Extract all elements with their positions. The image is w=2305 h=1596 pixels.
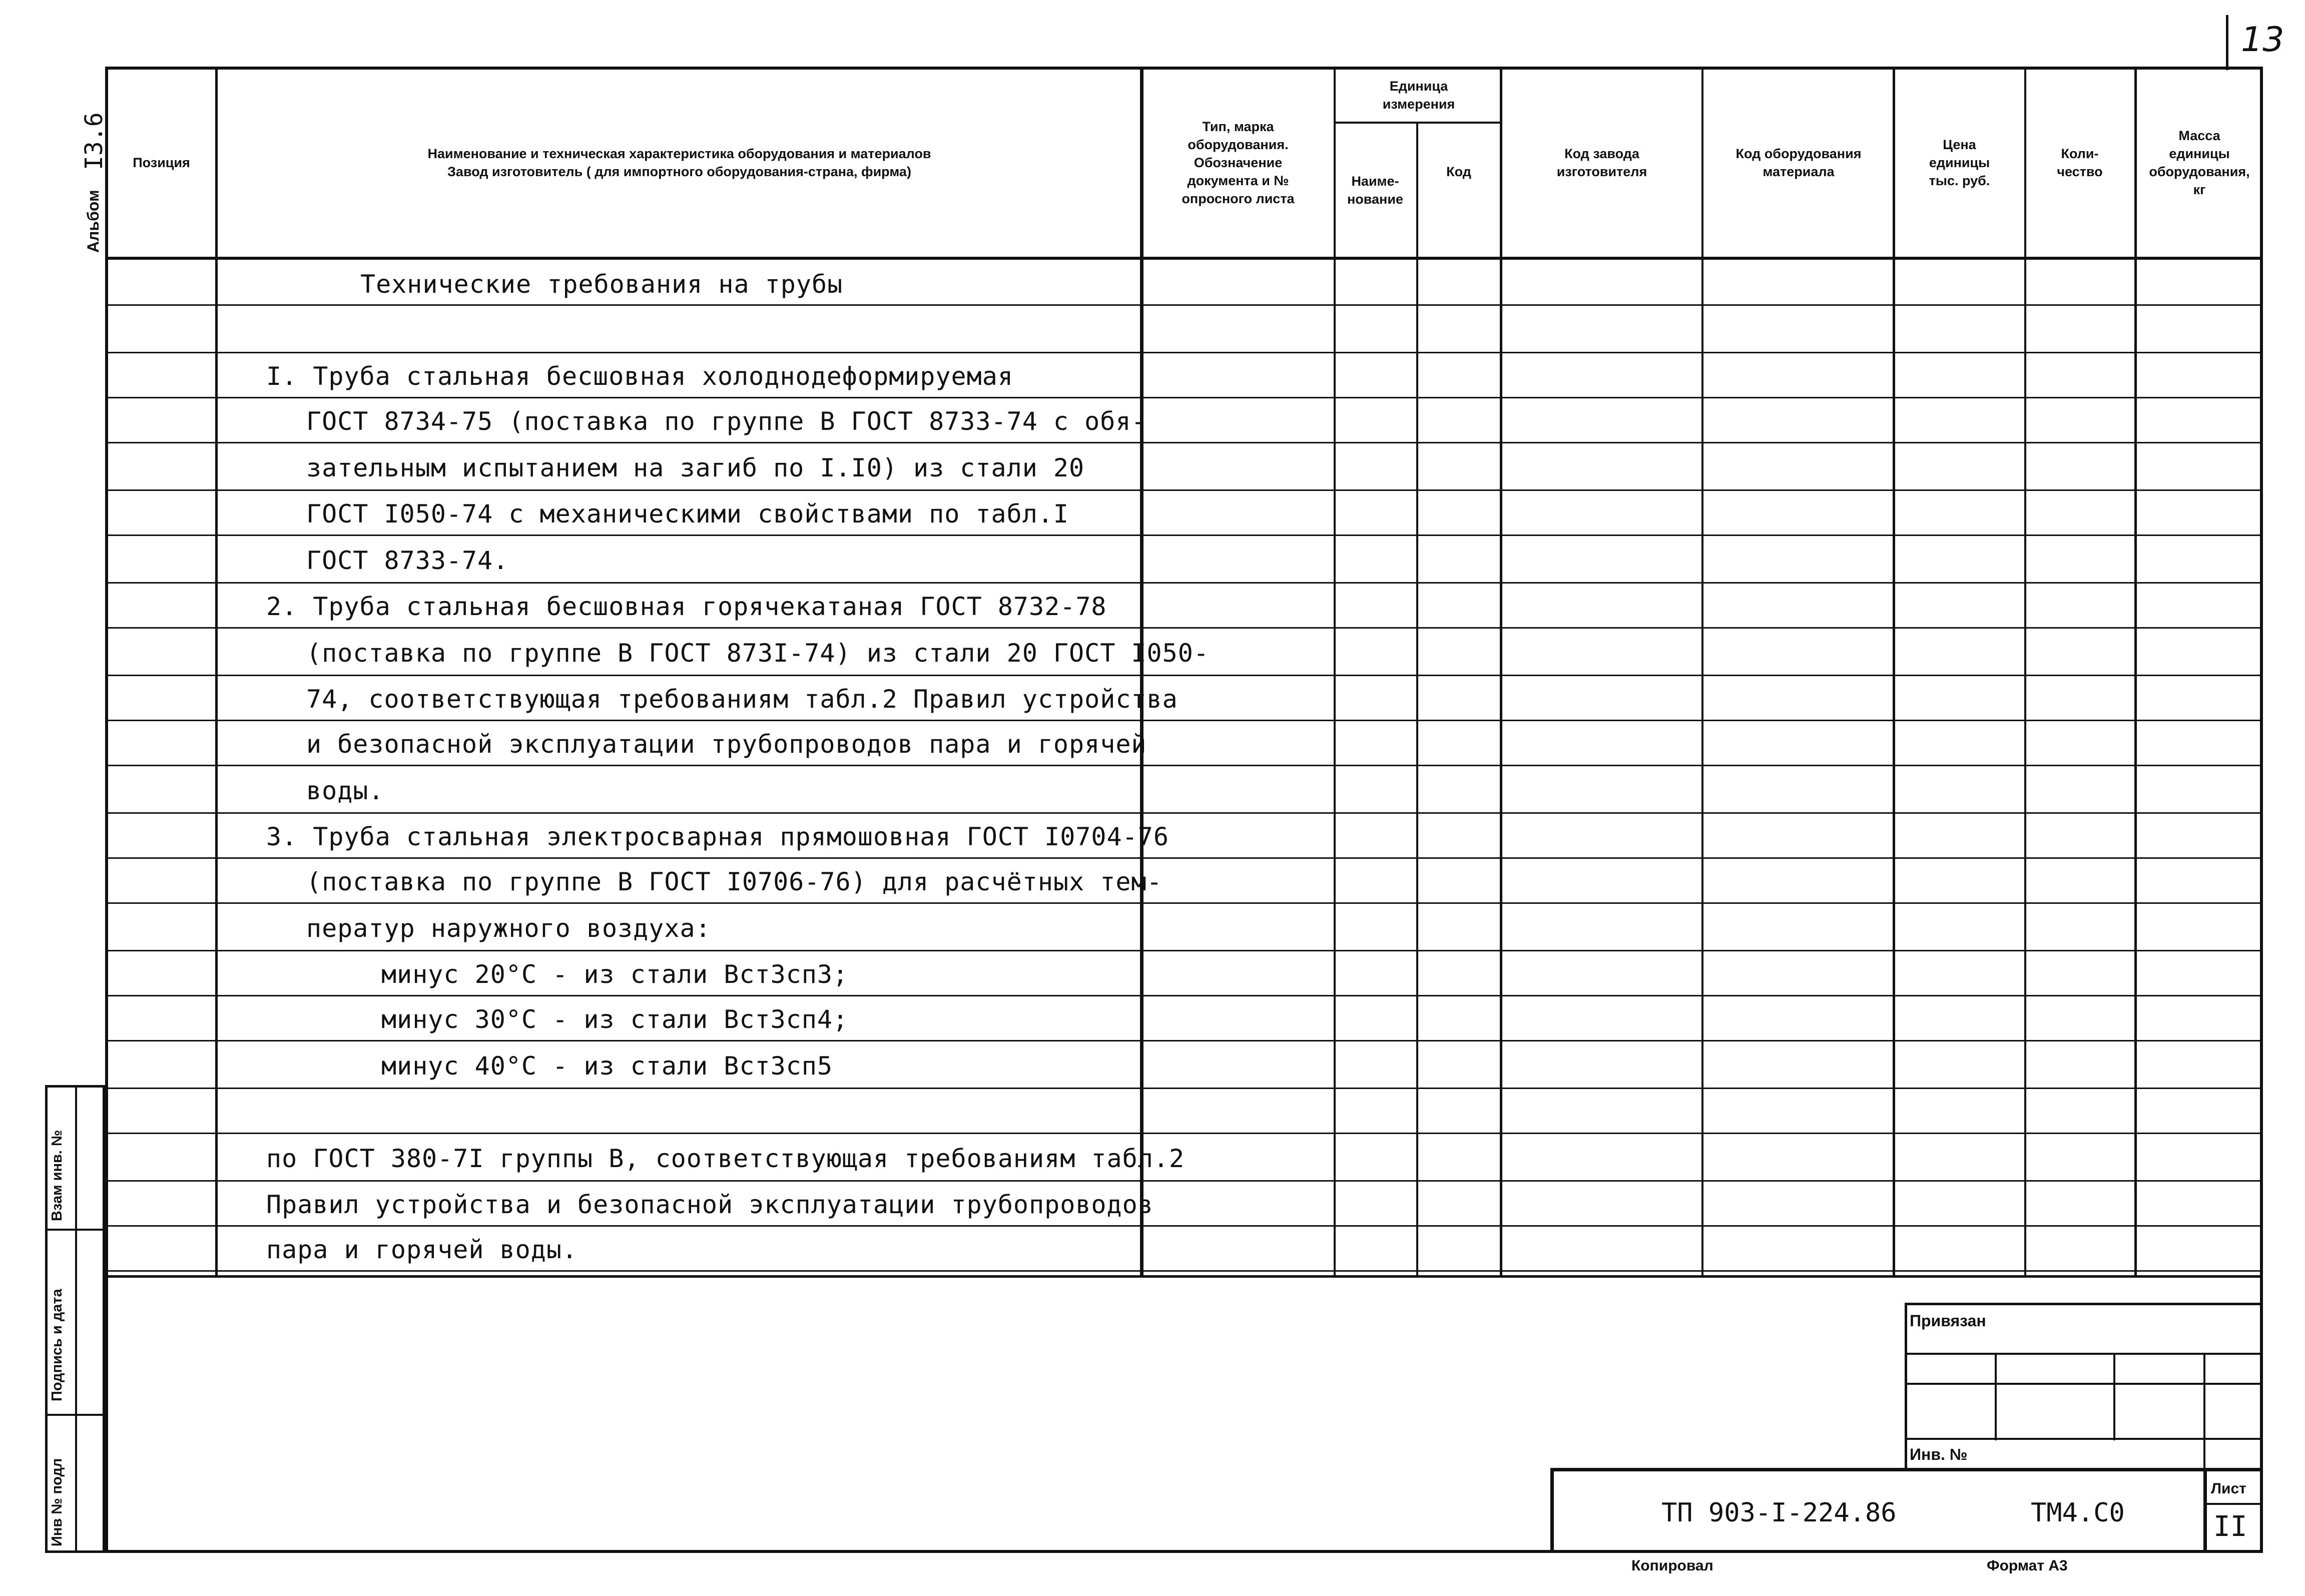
row-divider bbox=[105, 857, 2263, 859]
header-name: Наименование и техническая характеристика оборудования и материалов Завод изготовитель ( для импортного оборудования-страна, фирма) bbox=[427, 146, 931, 179]
table-row: ГОСТ 8733-74. bbox=[306, 546, 509, 575]
title-block bbox=[1550, 1303, 2263, 1553]
table-row: минус 20°С - из стали ВстЗсп3; bbox=[381, 960, 849, 989]
row-divider bbox=[105, 1180, 2263, 1182]
table-row: Технические требования на трубы bbox=[360, 269, 843, 299]
row-divider bbox=[105, 950, 2263, 951]
table-row: ГОСТ I050-74 с механическими свойствами по табл.I bbox=[306, 499, 1069, 528]
header-factory-code: Код завода изготовителя bbox=[1556, 146, 1647, 179]
row-divider bbox=[105, 1133, 2263, 1134]
title-privyazan: Привязан bbox=[1910, 1312, 1986, 1330]
header-price: Цена единицы тыс. руб. bbox=[1929, 137, 1990, 188]
row-divider bbox=[105, 1040, 2263, 1041]
row-divider bbox=[105, 995, 2263, 996]
album-label: Альбом bbox=[84, 190, 102, 253]
table-row: минус 30°С - из стали ВстЗсп4; bbox=[381, 1005, 849, 1034]
row-divider bbox=[105, 352, 2263, 353]
title-sheet-code: ТМ4.С0 bbox=[2031, 1498, 2125, 1528]
table-row: (поставка по группе В ГОСТ I0706-76) для расчётных тем- bbox=[306, 867, 1163, 896]
table-row: ператур наружного воздуха: bbox=[306, 913, 711, 943]
title-inv-no: Инв. № bbox=[1910, 1445, 1968, 1463]
title-sheet-label: Лист bbox=[2211, 1480, 2246, 1497]
footer-format: Формат А3 bbox=[1987, 1557, 2068, 1574]
row-divider bbox=[105, 1270, 2263, 1272]
stamp-vzam-inv: Взам инв. № bbox=[49, 1130, 65, 1221]
title-project-code: ТП 903-I-224.86 bbox=[1661, 1498, 1897, 1528]
header-unit-group: Единица измерения bbox=[1382, 79, 1455, 112]
header-unit-name: Наиме- нование bbox=[1347, 174, 1403, 207]
table-row: воды. bbox=[306, 776, 384, 805]
album-number: I3.6 bbox=[80, 112, 108, 170]
header-mass: Масса единицы оборудования, кг bbox=[2149, 128, 2250, 197]
row-divider bbox=[105, 1225, 2263, 1227]
row-divider bbox=[105, 397, 2263, 398]
table-row: ГОСТ 8734-75 (поставка по группе В ГОСТ 8733-74 с обя- bbox=[306, 407, 1147, 436]
table-row: по ГОСТ 380-7I группы В, соответствующая требованиям табл.2 bbox=[266, 1144, 1185, 1173]
table-row: и безопасной эксплуатации трубопроводов пара и горячей bbox=[306, 730, 1147, 759]
table-row: 74, соответствующая требованиям табл.2 Правил устройства bbox=[306, 685, 1178, 714]
row-divider bbox=[105, 489, 2263, 491]
row-divider bbox=[105, 304, 2263, 306]
page-number: 13 bbox=[2241, 20, 2284, 60]
table-row: I. Труба стальная бесшовная холоднодеформируемая bbox=[266, 362, 1013, 391]
header-position: Позиция bbox=[133, 155, 190, 170]
row-divider bbox=[105, 627, 2263, 629]
header-unit-code: Код bbox=[1446, 164, 1471, 179]
row-divider bbox=[105, 535, 2263, 536]
row-divider bbox=[105, 442, 2263, 443]
table-row: (поставка по группе В ГОСТ 873I-74) из стали 20 ГОСТ I050- bbox=[306, 638, 1209, 668]
table-row: зательным испытанием на загиб по I.I0) из стали 20 bbox=[306, 453, 1085, 482]
header-quantity: Коли- чество bbox=[2057, 146, 2103, 179]
row-divider bbox=[105, 675, 2263, 676]
table-row: минус 40°С - из стали ВстЗсп5 bbox=[381, 1051, 833, 1081]
table-row: Правил устройства и безопасной эксплуатации трубопроводов bbox=[266, 1190, 1154, 1219]
row-divider bbox=[105, 765, 2263, 766]
footer-copied: Копировал bbox=[1631, 1557, 1713, 1574]
header-type: Тип, марка оборудования. Обозначение документа и № опросного листа bbox=[1182, 119, 1295, 206]
stamp-signature-date: Подпись и дата bbox=[49, 1289, 65, 1401]
row-divider bbox=[105, 1088, 2263, 1089]
row-divider bbox=[105, 812, 2263, 814]
stamp-inv-original: Инв № подл bbox=[49, 1458, 65, 1546]
table-row: 2. Труба стальная бесшовная горячекатаная ГОСТ 8732-78 bbox=[266, 592, 1107, 621]
row-divider bbox=[105, 902, 2263, 904]
table-row: пара и горячей воды. bbox=[266, 1235, 578, 1264]
row-divider bbox=[105, 582, 2263, 584]
header-equipment-code: Код оборудования материала bbox=[1736, 146, 1862, 179]
row-divider bbox=[105, 720, 2263, 721]
title-sheet-number: II bbox=[2213, 1510, 2247, 1543]
page-number-bracket bbox=[2226, 15, 2228, 70]
table-row: 3. Труба стальная электросварная прямошовная ГОСТ I0704-76 bbox=[266, 822, 1169, 851]
